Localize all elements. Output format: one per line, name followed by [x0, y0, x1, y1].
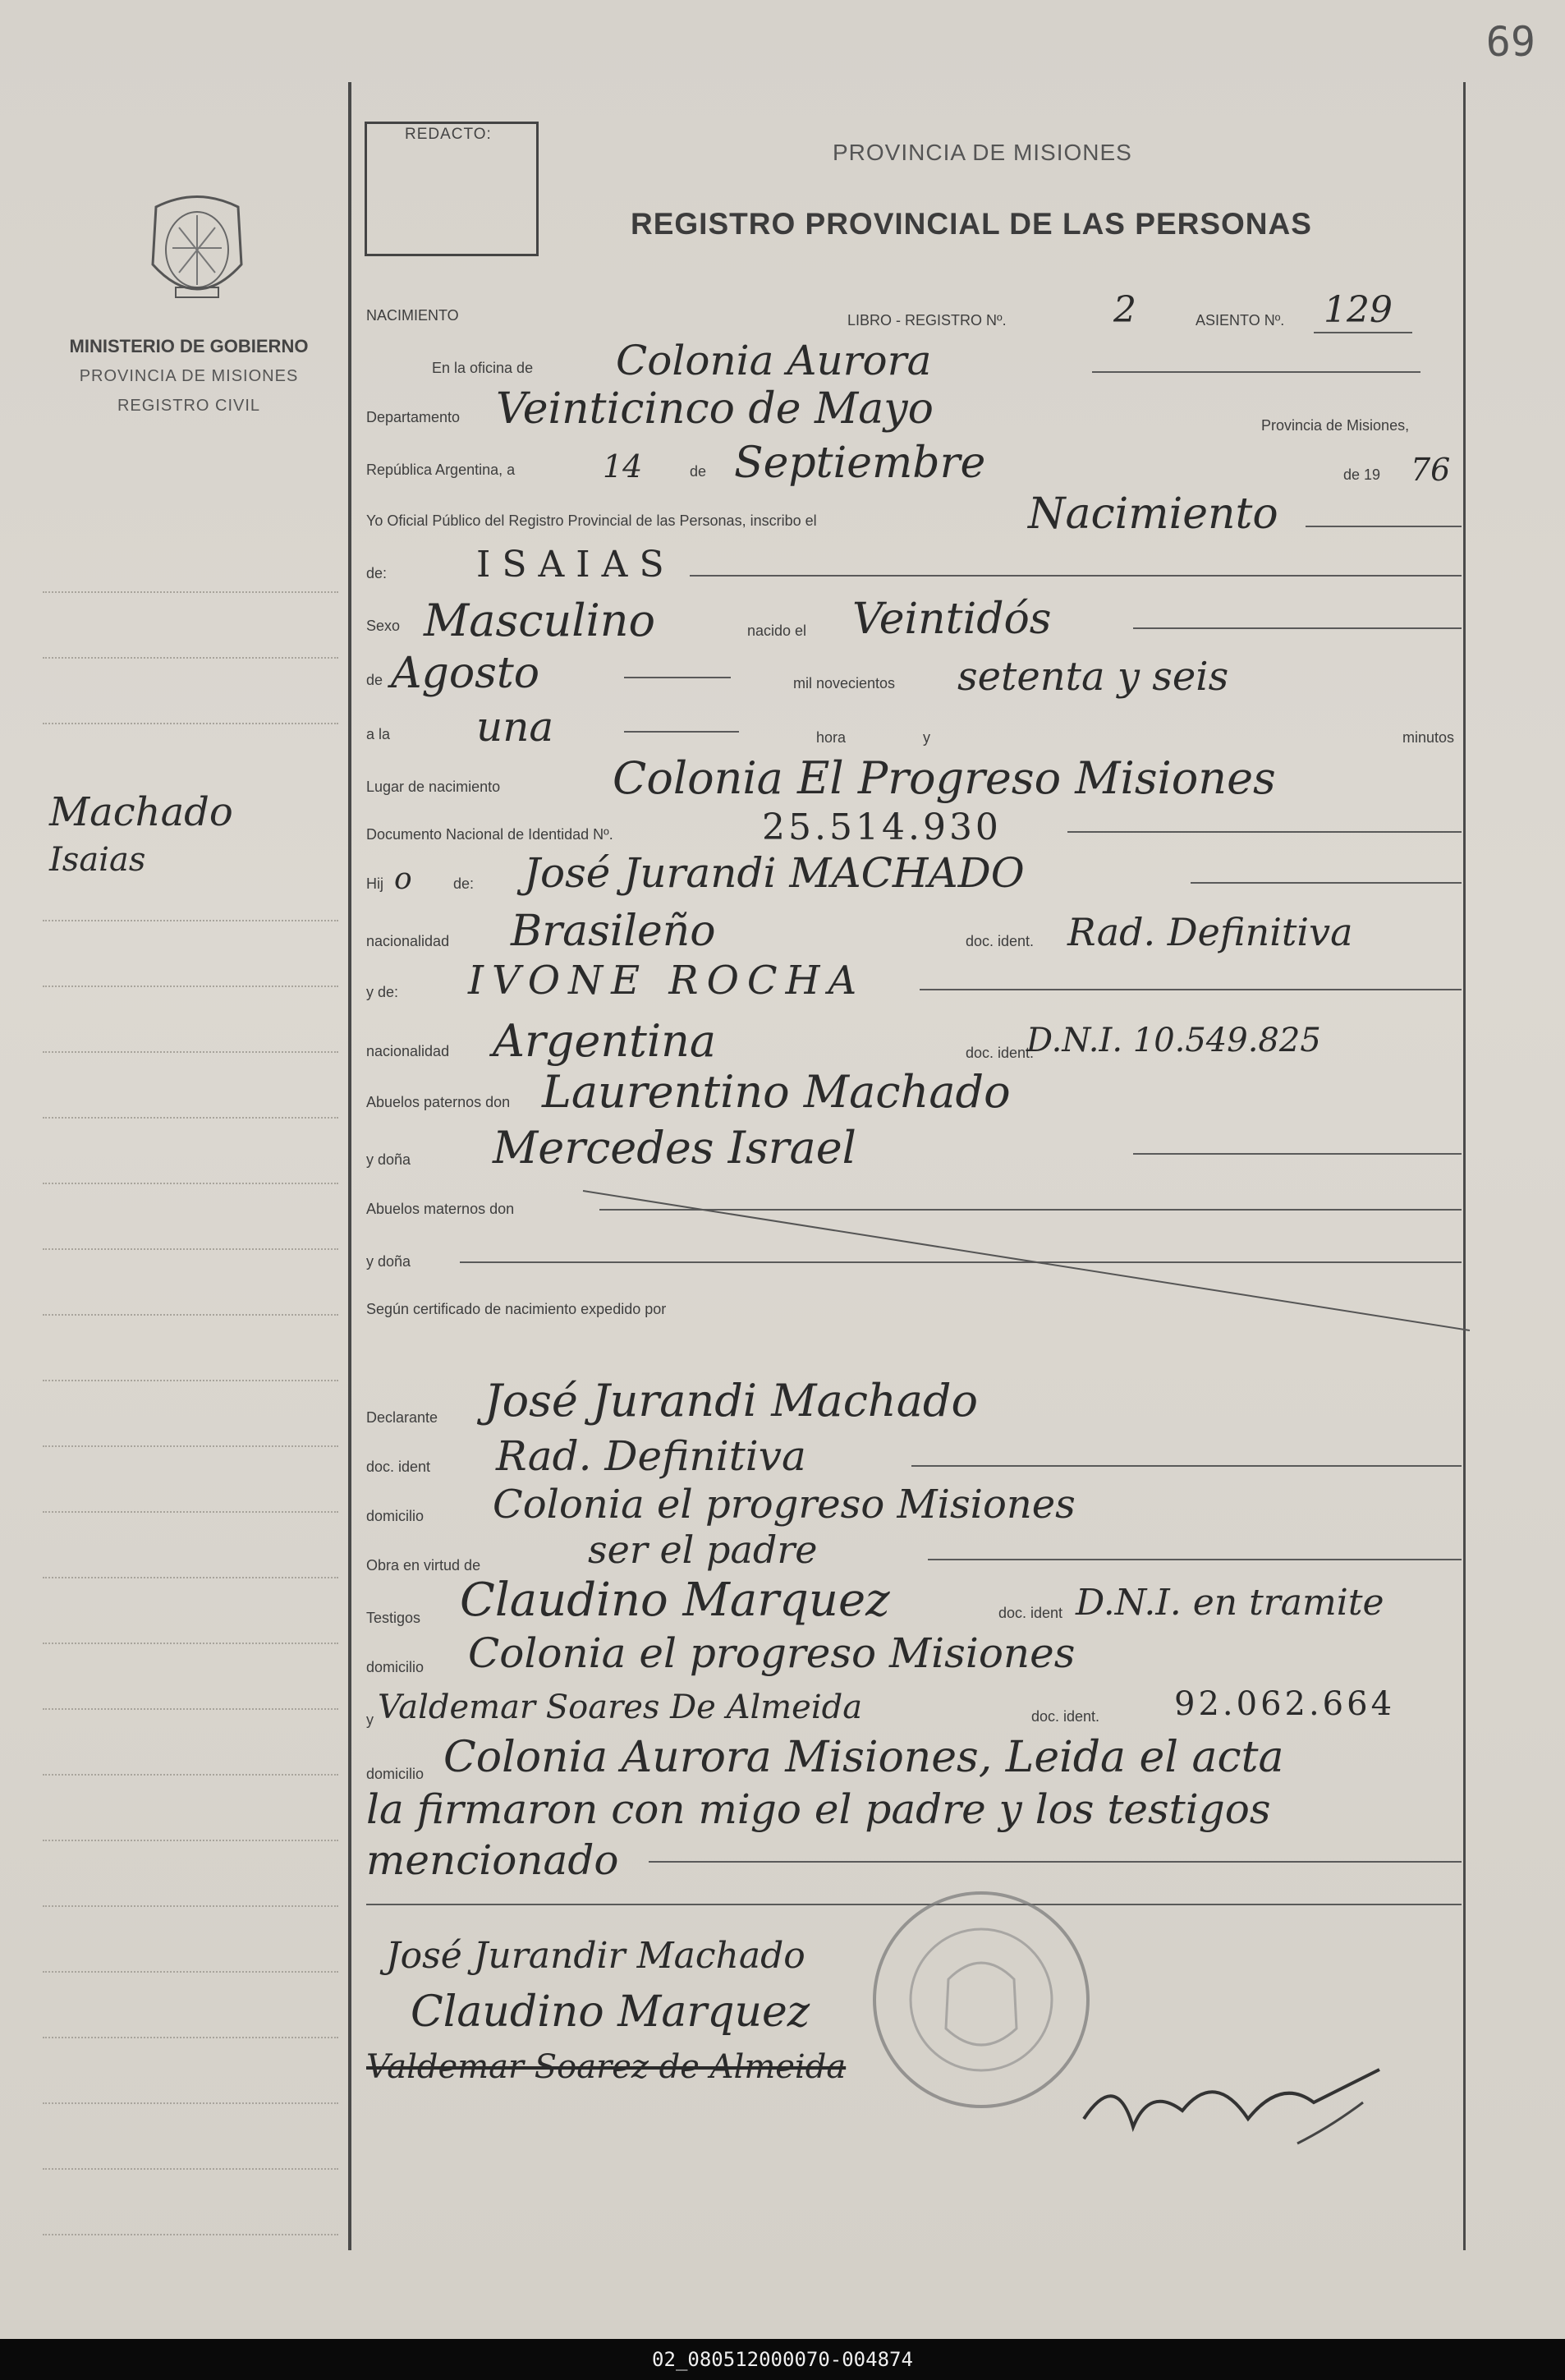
- label-yde: y de:: [366, 984, 399, 1000]
- value-doc-testigo2: 92.062.664: [1174, 1685, 1396, 1723]
- label-lugar: Lugar de nacimiento: [366, 779, 501, 795]
- signature-1: José Jurandir Machado: [386, 1935, 805, 1977]
- image-id-footer: 02_080512000070-004874: [0, 2339, 1565, 2380]
- label-asiento: ASIENTO Nº.: [1196, 312, 1285, 329]
- label-sexo: Sexo: [366, 618, 401, 634]
- signature-2: Claudino Marquez: [411, 1987, 810, 2037]
- value-sexo: Masculino: [424, 595, 656, 646]
- value-dom-declarante: Colonia el progreso Misiones: [493, 1482, 1076, 1528]
- label-nacimiento: NACIMIENTO: [366, 307, 459, 324]
- page-number: 69: [1485, 18, 1535, 66]
- value-obra: ser el padre: [588, 1528, 818, 1572]
- value-nac-padre: Brasileño: [511, 907, 716, 956]
- redacto-box: [365, 122, 539, 256]
- ministry-block: [49, 332, 328, 420]
- label-docident4: doc. ident: [998, 1605, 1063, 1621]
- label-mil: mil novecientos: [793, 675, 896, 691]
- value-nac-madre: Argentina: [493, 1015, 717, 1067]
- label-nacionalidad2: nacionalidad: [366, 1043, 450, 1059]
- value-cierre1: la firmaron con migo el padre y los testigos: [366, 1785, 1271, 1833]
- margin-note-surname: Machado: [49, 789, 233, 835]
- value-padre: José Jurandi MACHADO: [524, 849, 1025, 897]
- value-abuela-paterna: Mercedes Israel: [493, 1122, 856, 1174]
- value-libro: 2: [1113, 289, 1136, 331]
- label-minutos: minutos: [1402, 729, 1455, 746]
- value-testigo2: Valdemar Soares De Almeida: [378, 1689, 863, 1726]
- value-acto: Nacimiento: [1028, 489, 1278, 539]
- label-nacido: nacido el: [747, 623, 807, 639]
- label-domicilio2: domicilio: [366, 1659, 425, 1675]
- label-abuelos-paternos: Abuelos paternos don: [366, 1094, 511, 1110]
- margin-note-name: Isaias: [49, 841, 146, 879]
- label-departamento: Departamento: [366, 409, 461, 425]
- label-ydona1: y doña: [366, 1151, 411, 1168]
- label-de1: de: [690, 463, 707, 480]
- right-margin-line: [1463, 82, 1466, 2250]
- label-y2: y: [366, 1711, 374, 1728]
- value-dia: 14: [603, 448, 643, 485]
- value-dom-testigo2: Colonia Aurora Misiones, Leida el acta: [443, 1733, 1284, 1782]
- value-hora: una: [476, 703, 554, 751]
- value-doc-padre: Rad. Definitiva: [1067, 910, 1353, 954]
- value-lugar: Colonia El Progreso Misiones: [613, 752, 1276, 804]
- ministry-registry: REGISTRO CIVIL: [117, 397, 261, 415]
- label-docident5: doc. ident.: [1031, 1708, 1100, 1725]
- label-hora: hora: [816, 729, 847, 746]
- province-heading: PROVINCIA DE MISIONES: [833, 140, 1132, 165]
- label-republica: República Argentina, a: [366, 462, 516, 478]
- value-declarante: José Jurandi Machado: [484, 1375, 978, 1427]
- value-anio-nac: setenta y seis: [957, 654, 1229, 700]
- label-documento: Documento Nacional de Identidad Nº.: [366, 826, 613, 843]
- official-stamp-icon: [870, 1889, 1092, 2111]
- value-oficina: Colonia Aurora: [616, 337, 932, 384]
- left-margin-line: [348, 82, 351, 2250]
- label-docident2: doc. ident.: [966, 1045, 1035, 1061]
- value-departamento: Veinticinco de Mayo: [496, 384, 934, 434]
- value-madre: IVONE ROCHA: [468, 958, 865, 1004]
- label-domicilio3: domicilio: [366, 1766, 425, 1782]
- label-ala: a la: [366, 726, 391, 742]
- label-provincia: Provincia de Misiones,: [1261, 417, 1410, 434]
- value-nacido: Veintidós: [852, 595, 1052, 644]
- value-doc-testigo1: D.N.I. en tramite: [1076, 1582, 1384, 1624]
- value-abuelo-paterno: Laurentino Machado: [542, 1066, 1011, 1118]
- label-libro: LIBRO - REGISTRO Nº.: [847, 312, 1007, 329]
- value-hijo-sufijo: o: [394, 862, 412, 896]
- label-de4: de:: [453, 875, 475, 892]
- official-signature-icon: [1067, 2053, 1412, 2168]
- label-oficina: En la oficina de: [432, 360, 534, 376]
- label-de3: de: [366, 672, 383, 688]
- coat-of-arms-icon: [140, 191, 255, 312]
- value-dom-testigo1: Colonia el progreso Misiones: [468, 1629, 1076, 1677]
- label-ydona2: y doña: [366, 1253, 411, 1270]
- value-testigo1: Claudino Marquez: [460, 1574, 890, 1627]
- label-docident1: doc. ident.: [966, 933, 1035, 949]
- registry-title: REGISTRO PROVINCIAL DE LAS PERSONAS: [631, 207, 1312, 241]
- redacto-label: REDACTO:: [405, 126, 492, 143]
- cancel-stroke: [575, 1174, 1478, 1339]
- label-segun: Según certificado de nacimiento expedido por: [366, 1301, 667, 1317]
- label-obra: Obra en virtud de: [366, 1557, 481, 1574]
- value-dni: 25.514.930: [762, 806, 1002, 848]
- ministry-province: PROVINCIA DE MISIONES: [79, 367, 299, 385]
- label-domicilio1: domicilio: [366, 1508, 425, 1524]
- signature-3: Valdemar Soarez de Almeida: [366, 2048, 847, 2086]
- value-mes-nac: Agosto: [391, 649, 540, 698]
- label-hijo: Hij: [366, 875, 383, 892]
- value-anio: 76: [1411, 452, 1451, 488]
- value-doc-declarante: Rad. Definitiva: [496, 1432, 806, 1480]
- label-de-anio: de 19: [1343, 466, 1381, 483]
- value-cierre2: mencionado: [366, 1836, 619, 1884]
- ministry-name: MINISTERIO DE GOBIERNO: [69, 336, 309, 356]
- label-docident3: doc. ident: [366, 1459, 431, 1475]
- value-nombre: ISAIAS: [476, 544, 676, 586]
- label-y: y: [923, 729, 930, 746]
- label-de2: de:: [366, 565, 388, 581]
- label-abuelos-maternos: Abuelos maternos don: [366, 1201, 515, 1217]
- value-doc-madre: D.N.I. 10.549.825: [1026, 1022, 1321, 1059]
- value-asiento: 129: [1324, 289, 1393, 331]
- label-testigos: Testigos: [366, 1610, 421, 1626]
- label-yo-oficial: Yo Oficial Público del Registro Provincial de las Personas, inscribo el: [366, 512, 817, 529]
- label-nacionalidad1: nacionalidad: [366, 933, 450, 949]
- value-mes: Septiembre: [734, 439, 986, 488]
- label-declarante: Declarante: [366, 1409, 438, 1426]
- margin-note: [49, 788, 233, 884]
